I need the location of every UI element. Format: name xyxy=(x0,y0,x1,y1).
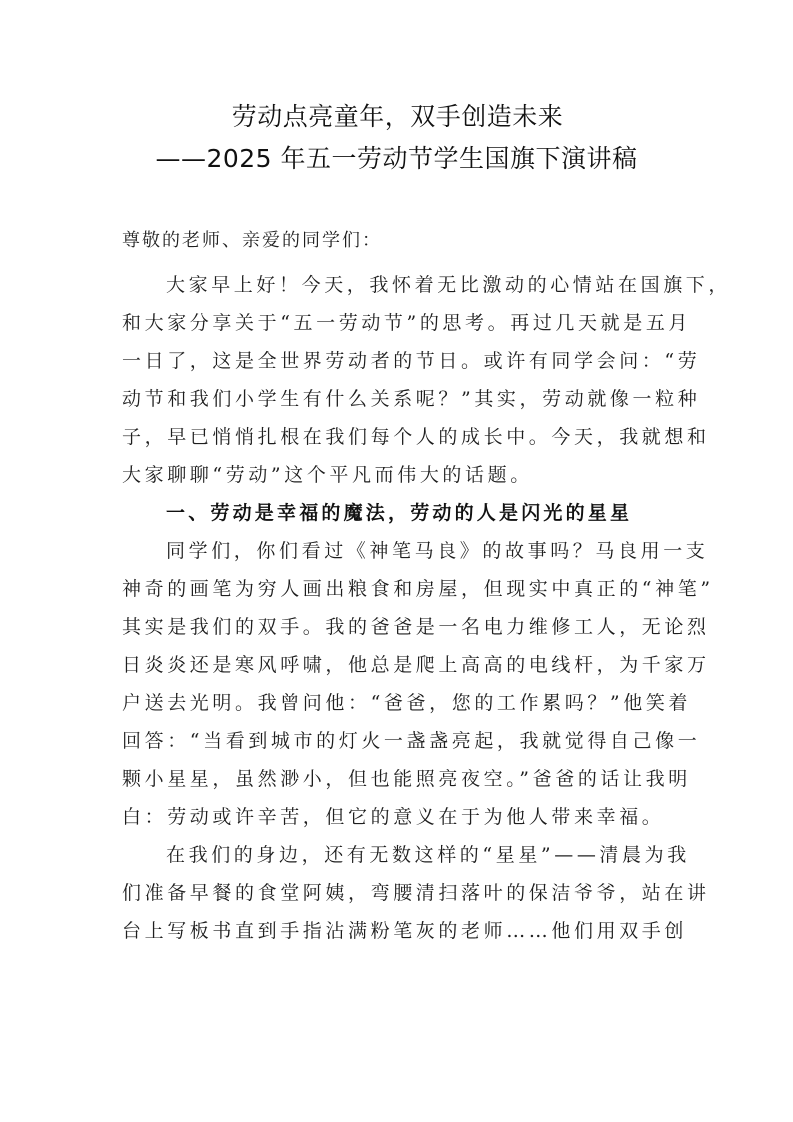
salutation: 尊敬的老师、亲爱的同学们： xyxy=(122,230,382,251)
paragraph-intro xyxy=(122,266,732,494)
document-title: 劳动点亮童年，双手创造未来 xyxy=(231,102,564,131)
text-line: 白：劳动或许辛苦，但它的意义在于为他人带来幸福。 xyxy=(122,806,665,828)
paragraph-magic-pen xyxy=(122,532,714,836)
text-line: 日炎炎还是寒风呼啸，他总是爬上高高的电线杆，为千家万 xyxy=(122,654,710,676)
text-line: 们准备早餐的食堂阿姨，弯腰清扫落叶的保洁爷爷，站在讲 xyxy=(122,882,710,904)
text-line: 动节和我们小学生有什么关系呢？”其实，劳动就像一粒种 xyxy=(122,388,701,410)
text-line: 颗小星星，虽然渺小，但也能照亮夜空。”爸爸的话让我明 xyxy=(122,768,691,790)
text-line: 大家早上好！今天，我怀着无比激动的心情站在国旗下， xyxy=(166,274,732,296)
text-line: 其实是我们的双手。我的爸爸是一名电力维修工人，无论烈 xyxy=(122,616,710,638)
text-line: 神奇的画笔为穷人画出粮食和房屋，但现实中真正的“神笔” xyxy=(122,578,714,600)
text-line: 户送去光明。我曾问他：“爸爸，您的工作累吗？”他笑着 xyxy=(122,692,692,714)
text-line: 大家聊聊“劳动”这个平凡而伟大的话题。 xyxy=(122,464,533,486)
text-line: 回答：“当看到城市的灯火一盏盏亮起，我就觉得自己像一 xyxy=(122,730,701,752)
text-line: 一日了，这是全世界劳动者的节日。或许有同学会问：“劳 xyxy=(122,350,701,372)
text-line: 在我们的身边，还有无数这样的“星星”——清晨为我 xyxy=(166,844,690,866)
document-subtitle: ——2025 年五一劳动节学生国旗下演讲稿 xyxy=(155,144,638,173)
text-line: 同学们，你们看过《神笔马良》的故事吗？马良用一支 xyxy=(166,540,709,562)
paragraph-stars xyxy=(122,836,710,950)
title-block xyxy=(0,98,793,178)
text-line: 子，早已悄悄扎根在我们每个人的成长中。今天，我就想和 xyxy=(122,426,710,448)
text-line: 台上写板书直到手指沾满粉笔灰的老师……他们用双手创 xyxy=(122,920,688,942)
section-heading-1: 一、劳动是幸福的魔法，劳动的人是闪光的星星 xyxy=(166,502,633,524)
document-body xyxy=(122,222,732,950)
text-line: 和大家分享关于“五一劳动节”的思考。再过几天就是五月 xyxy=(122,312,692,334)
